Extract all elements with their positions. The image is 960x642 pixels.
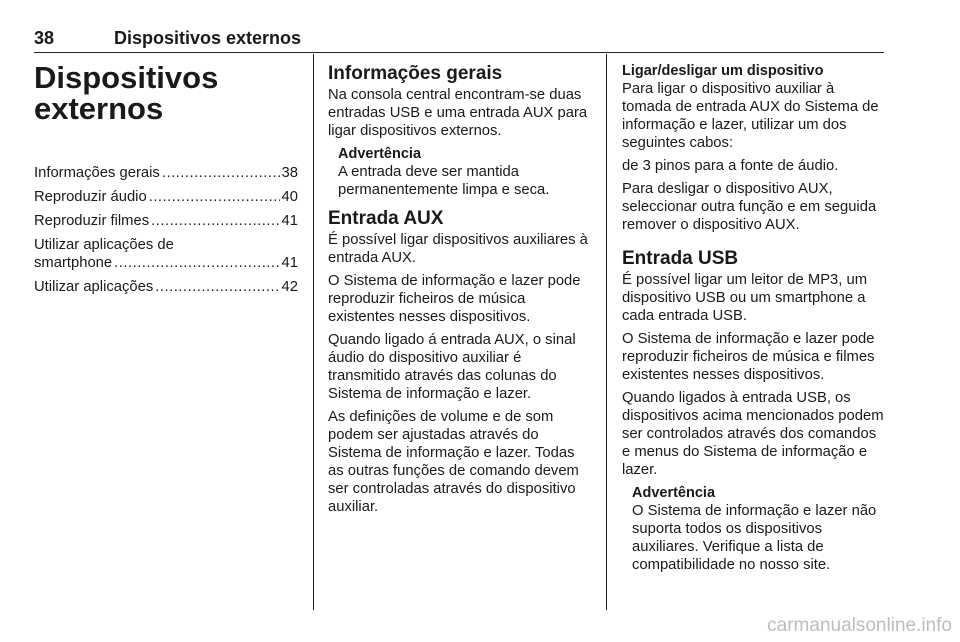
aux-paragraph-2: O Sistema de informação e lazer pode reproduzir ficheiros de música existentes nesses dispositivos. xyxy=(328,273,581,325)
column-divider-left xyxy=(313,54,314,610)
running-header xyxy=(34,28,884,53)
toc-entry-informacoes-gerais[interactable]: Informações gerais ..... 38 xyxy=(34,164,298,182)
advertencia-note xyxy=(338,145,592,199)
aux-paragraph-3: Quando ligado á entrada AUX, o sinal áudio do dispositivo auxiliar é transmitido através das colunas do Sistema de informação e lazer. xyxy=(328,332,576,402)
table-of-contents xyxy=(34,164,298,296)
cable-paragraph: de 3 pinos para a fonte de áudio. xyxy=(622,158,839,174)
aux-paragraph-1: É possível ligar dispositivos auxiliares à entrada AUX. xyxy=(328,232,588,266)
advertencia-title-usb: Advertência xyxy=(632,485,716,501)
column-middle xyxy=(328,62,592,521)
usb-paragraph-1: É possível ligar um leitor de MP3, um dispositivo USB ou um smartphone a cada entrada USB. xyxy=(622,272,868,324)
watermark: carmanualsonline.info xyxy=(767,615,952,636)
toc-entry-utilizar-aplicacoes[interactable]: Utilizar aplicações ..... 42 xyxy=(34,278,298,296)
advertencia-title: Advertência xyxy=(338,146,422,162)
toc-entry-reproduzir-filmes[interactable]: Reproduzir filmes ..... 41 xyxy=(34,212,298,230)
aux-paragraph-4: As definições de volume e de som podem ser ajustadas através do Sistema de informação e lazer. Todas as outras funções de comando devem ser controladas através do dispositivo auxiliar. xyxy=(328,409,579,515)
advertencia-note-usb xyxy=(632,484,886,574)
toc-entry-utilizar-aplicacoes-smartphone[interactable]: Utilizar aplicações de smartphone ..... 41 xyxy=(34,236,298,272)
column-right xyxy=(622,62,886,582)
disconnect-paragraph: Para desligar o dispositivo AUX, seleccionar outra função e em seguida remover o dispositivo AUX. xyxy=(622,181,877,233)
usb-paragraph-2: O Sistema de informação e lazer pode reproduzir ficheiros de música e filmes existentes nesses dispositivos. xyxy=(622,331,875,383)
advertencia-text-usb: O Sistema de informação e lazer não suporta todos os dispositivos auxiliares. Verifique a lista de compatibilidade no nosso site. xyxy=(632,503,877,573)
page-number: 38 xyxy=(34,28,55,48)
column-left xyxy=(34,62,298,302)
heading-informacoes-gerais: Informações gerais xyxy=(328,63,503,84)
toc-entry-reproduzir-audio[interactable]: Reproduzir áudio ..... 40 xyxy=(34,188,298,206)
info-paragraph: Na consola central encontram-se duas entradas USB e uma entrada AUX para ligar dispositivos externos. xyxy=(328,87,588,139)
chapter-title: Dispositivos externos xyxy=(34,60,219,126)
subheading-ligar-desligar: Ligar/desligar um dispositivo xyxy=(622,63,824,79)
column-divider-right xyxy=(606,54,607,610)
heading-entrada-aux: Entrada AUX xyxy=(328,208,444,229)
running-header-title: Dispositivos externos xyxy=(114,28,302,48)
advertencia-text: A entrada deve ser mantida permanentemente limpa e seca. xyxy=(338,164,550,198)
connect-paragraph: Para ligar o dispositivo auxiliar à tomada de entrada AUX do Sistema de informação e lazer, utilizar um dos seguintes cabos: xyxy=(622,81,879,151)
usb-paragraph-3: Quando ligados à entrada USB, os dispositivos acima mencionados podem ser controlados através dos comandos e menus do Sistema de informação e lazer. xyxy=(622,390,884,478)
heading-entrada-usb: Entrada USB xyxy=(622,248,739,269)
